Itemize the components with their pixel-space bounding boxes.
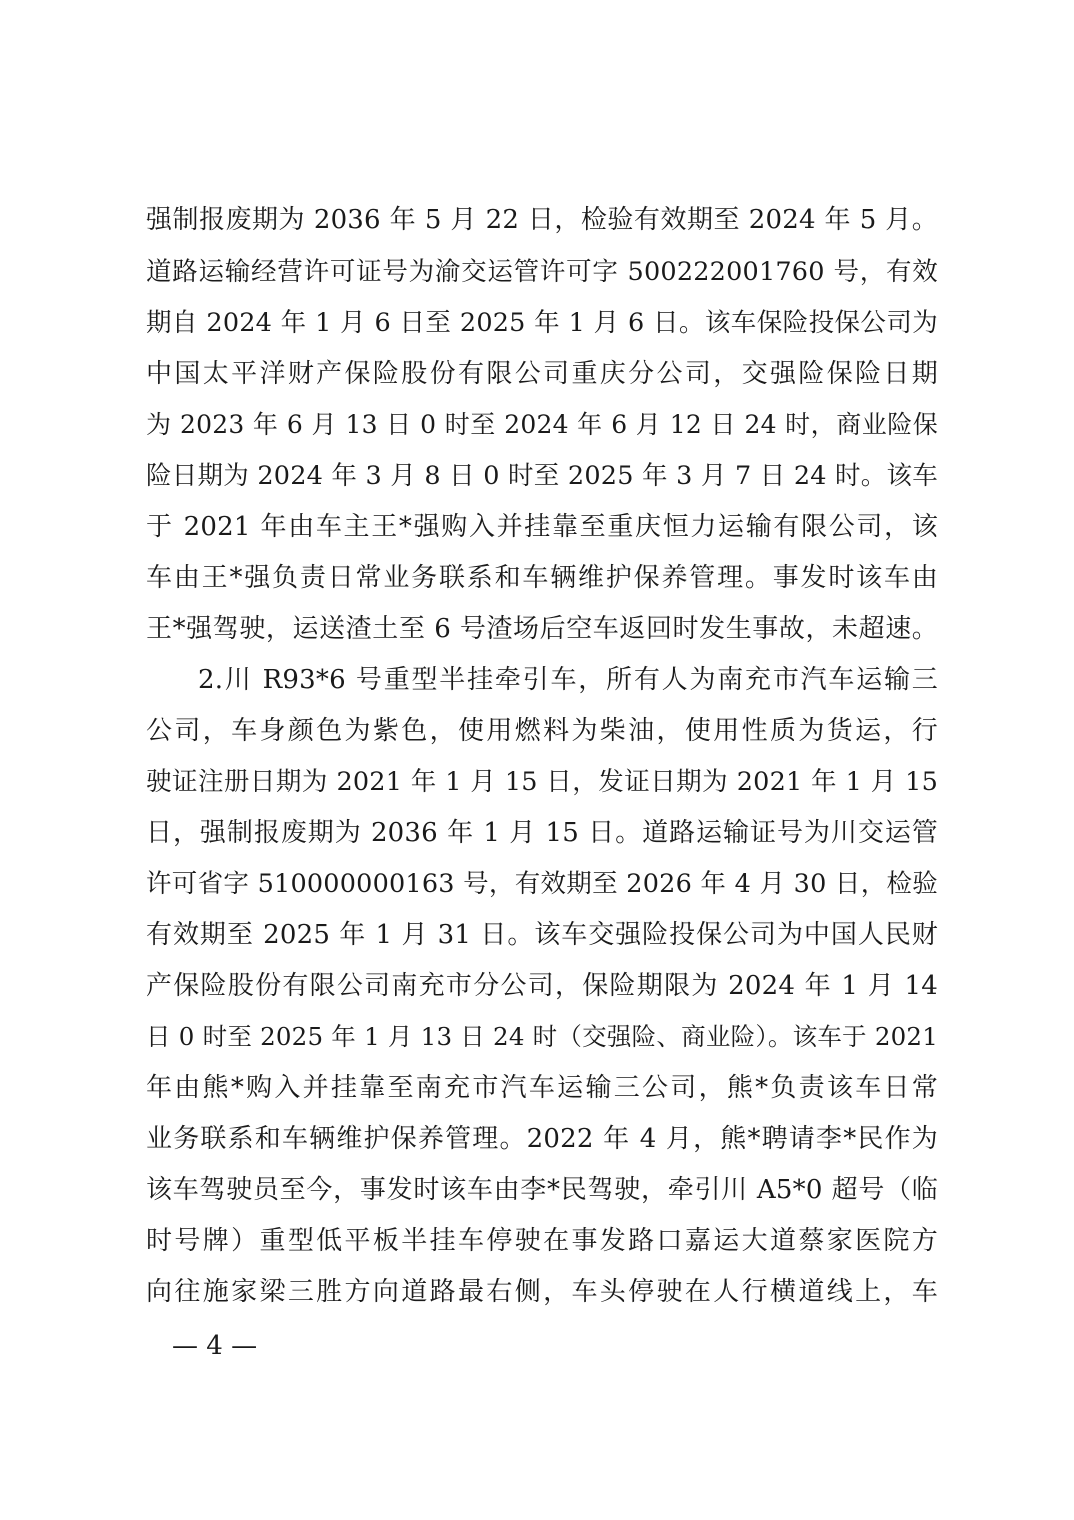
- text-line: 强制报废期为 2036 年 5 月 22 日，检验有效期至 2024 年 5 月。: [146, 205, 938, 235]
- text-line: 日，强制报废期为 2036 年 1 月 15 日。道路运输证号为川交运管: [146, 818, 938, 848]
- text-line: 为 2023 年 6 月 13 日 0 时至 2024 年 6 月 12 日 24 时，商业险保: [146, 410, 938, 439]
- text-line: 险日期为 2024 年 3 月 8 日 0 时至 2025 年 3 月 7 日 24 时。该车: [146, 461, 938, 491]
- text-line: 有效期至 2025 年 1 月 31 日。该车交强险投保公司为中国人民财: [146, 920, 938, 950]
- text-line: 王*强驾驶，运送渣土至 6 号渣场后空车返回时发生事故，未超速。: [146, 614, 938, 644]
- text-line: 该车驾驶员至今，事发时该车由李*民驾驶，牵引川 A5*0 超号（临: [146, 1175, 938, 1205]
- text-line: 于 2021 年由车主王*强购入并挂靠至重庆恒力运输有限公司，该: [146, 512, 938, 542]
- text-line: 日 0 时至 2025 年 1 月 13 日 24 时（交强险、商业险）。该车于 2021: [146, 1022, 938, 1051]
- page-number: — 4 —: [172, 1331, 258, 1361]
- text-line: 向往施家梁三胜方向道路最右侧，车头停驶在人行横道线上，车: [146, 1277, 938, 1307]
- text-line: 年由熊*购入并挂靠至南充市汽车运输三公司，熊*负责该车日常: [146, 1073, 938, 1103]
- text-line: 公司，车身颜色为紫色，使用燃料为柴油，使用性质为货运，行: [146, 716, 938, 746]
- text-line: 道路运输经营许可证号为渝交运管许可字 500222001760 号，有效: [146, 257, 938, 287]
- text-line: 驶证注册日期为 2021 年 1 月 15 日，发证日期为 2021 年 1 月 15: [146, 767, 938, 797]
- text-line: 中国太平洋财产保险股份有限公司重庆分公司，交强险保险日期: [146, 359, 938, 389]
- text-line: 期自 2024 年 1 月 6 日至 2025 年 1 月 6 日。该车保险投保公司为: [146, 308, 938, 338]
- text-line: 许可省字 510000000163 号，有效期至 2026 年 4 月 30 日，检验: [146, 869, 938, 899]
- text-line: 2.川 R93*6 号重型半挂牵引车，所有人为南充市汽车运输三: [198, 665, 938, 695]
- text-line: 时号牌）重型低平板半挂车停驶在事发路口嘉运大道蔡家医院方: [146, 1226, 938, 1256]
- text-line: 业务联系和车辆维护保养管理。2022 年 4 月，熊*聘请李*民作为: [146, 1124, 938, 1154]
- text-line: 产保险股份有限公司南充市分公司，保险期限为 2024 年 1 月 14: [146, 971, 938, 1001]
- text-line: 车由王*强负责日常业务联系和车辆维护保养管理。事发时该车由: [146, 563, 938, 593]
